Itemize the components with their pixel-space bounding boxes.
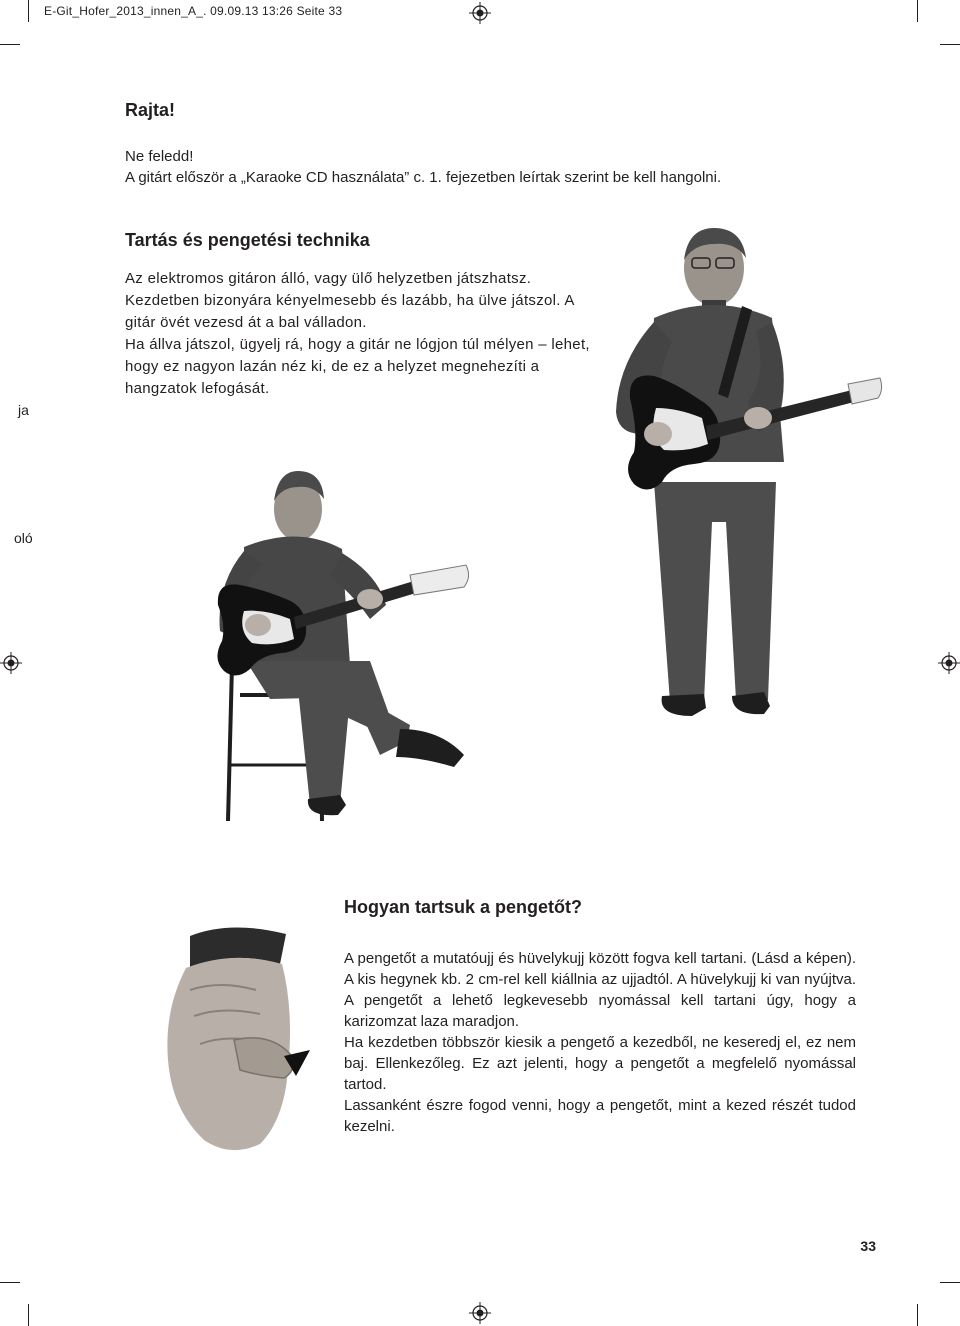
registration-mark-icon xyxy=(469,2,491,24)
registration-mark-icon xyxy=(0,652,22,674)
pick-paragraph-1: A pengetőt a mutatóujj és hüvelykujj között fogva kell tartani. (Lásd a képen). A kis hegynek kb. 2 cm-rel kell kiállnia az ujjadtól. A hüvelykujj ki van nyújtva. A pengetőt a lehető legkevesebb nyomással kell tartani úgy, hogy a karizomzat laza maradjon. xyxy=(344,950,856,1030)
edge-fragment-top: ja xyxy=(18,402,29,418)
section-title-holding: Tartás és pengetési technika xyxy=(125,230,370,250)
page-number: 33 xyxy=(860,1238,876,1254)
hand-holding-pick-photo xyxy=(160,920,320,1160)
crop-mark-icon xyxy=(0,44,20,45)
note-line-1: Ne feledd! xyxy=(125,148,194,165)
section-body-holding xyxy=(125,268,595,400)
crop-mark-icon xyxy=(917,0,918,22)
holding-paragraph-2: Ha állva játszol, ügyelj rá, hogy a gitár ne lógjon túl mélyen – lehet, hogy ez nagyon lazán néz ki, de ez a helyzet megnehezíti a hangzatok lefogását. xyxy=(125,336,590,397)
crop-mark-icon xyxy=(917,1304,918,1326)
section-body-pick xyxy=(344,948,856,1137)
registration-mark-icon xyxy=(938,652,960,674)
page-heading: Rajta! xyxy=(125,100,176,120)
printer-slug: E-Git_Hofer_2013_innen_A_. 09.09.13 13:26 Seite 33 xyxy=(44,4,343,18)
standing-guitarist-photo xyxy=(608,222,884,722)
section-title-pick: Hogyan tartsuk a pengetőt? xyxy=(344,897,583,917)
registration-mark-icon xyxy=(469,1302,491,1324)
crop-mark-icon xyxy=(940,44,960,45)
tuning-note xyxy=(125,146,721,188)
note-line-2: A gitárt először a „Karaoke CD használata” c. 1. fejezetben leírtak szerint be kell hangolni. xyxy=(125,169,722,186)
edge-fragment-mid: oló xyxy=(14,530,33,546)
crop-mark-icon xyxy=(0,1282,20,1283)
crop-mark-icon xyxy=(28,0,29,22)
crop-mark-icon xyxy=(940,1282,960,1283)
pick-paragraph-3: Lassanként észre fogod venni, hogy a pengetőt, mint a kezed részét tudod kezelni. xyxy=(344,1097,856,1135)
crop-mark-icon xyxy=(28,1304,29,1326)
pick-paragraph-2: Ha kezdetben többször kiesik a pengető a kezedből, ne keseredj el, ez nem baj. Ellenkezőleg. Ez azt jelenti, hogy a pengetőt a megfelelő nyomással tartod. xyxy=(344,1034,856,1093)
seated-guitarist-photo xyxy=(210,465,476,825)
holding-paragraph-1: Az elektromos gitáron álló, vagy ülő helyzetben játszhatsz. Kezdetben bizonyára kényelmesebb és lazább, ha ülve játszol. A gitár övét vezesd át a bal válladon. xyxy=(125,270,574,331)
